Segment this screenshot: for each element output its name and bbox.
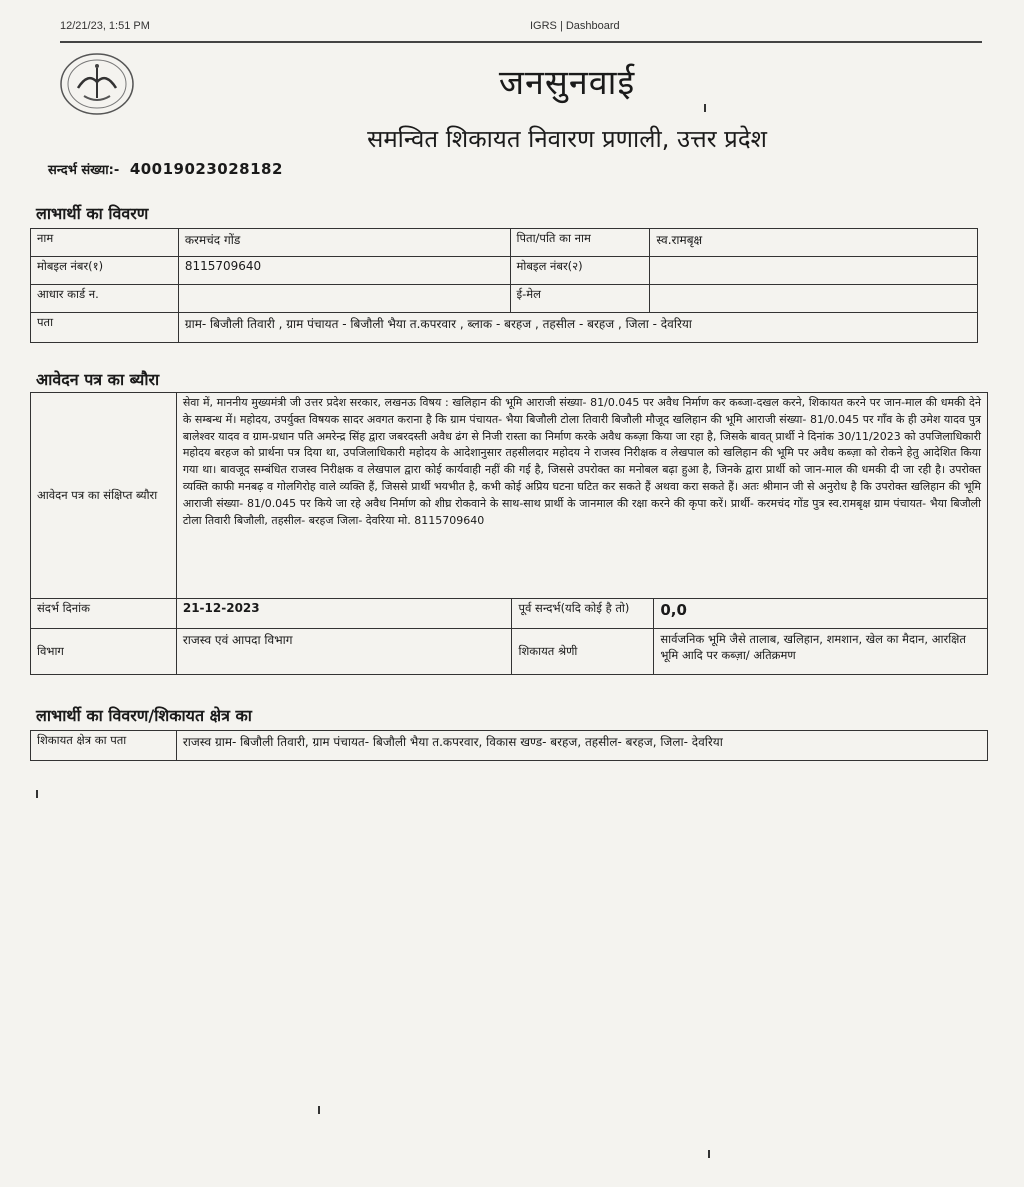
ref-date-value: 21-12-2023	[176, 599, 512, 629]
scan-speck	[704, 104, 706, 112]
mobile1-value: 8115709640	[178, 257, 510, 285]
reference-line	[48, 160, 283, 178]
dept-label: विभाग	[31, 629, 177, 675]
address-label: पता	[31, 313, 179, 343]
application-table	[30, 392, 988, 675]
category-value: सार्वजनिक भूमि जैसे तालाब, खलिहान, शमशान, खेल का मैदान, आरक्षित भूमि आदि पर कब्ज़ा/ अतिक्रमण	[654, 629, 988, 675]
reference-label: सन्दर्भ संख्या:-	[48, 163, 120, 178]
beneficiary-heading: लाभार्थी का विवरण	[36, 204, 149, 223]
print-title: IGRS | Dashboard	[530, 20, 620, 32]
beneficiary-table	[30, 228, 978, 343]
category-label: शिकायत श्रेणी	[512, 629, 654, 675]
address-value: ग्राम- बिजौली तिवारी , ग्राम पंचायत - बिजौली भैया त.कपरवार , ब्लाक - बरहज , तहसील - बरहज , जिला - देवरिया	[178, 313, 977, 343]
application-heading: आवेदन पत्र का ब्यौरा	[36, 370, 160, 389]
prev-ref-value: 0,0	[654, 599, 988, 629]
mobile1-label: मोबइल नंबर(१)	[31, 257, 179, 285]
name-label: नाम	[31, 229, 179, 257]
summary-label: आवेदन पत्र का संक्षिप्त ब्यौरा	[31, 393, 177, 599]
scan-speck	[708, 1150, 710, 1158]
print-header	[60, 20, 984, 40]
email-label: ई-मेल	[510, 285, 650, 313]
header-divider	[60, 41, 982, 43]
father-label: पिता/पति का नाम	[510, 229, 650, 257]
prev-ref-label: पूर्व सन्दर्भ(यदि कोई है तो)	[512, 599, 654, 629]
aadhaar-value	[178, 285, 510, 313]
page-subtitle: समन्वित शिकायत निवारण प्रणाली, उत्तर प्रदेश	[367, 125, 767, 153]
mobile2-label: मोबइल नंबर(२)	[510, 257, 650, 285]
mobile2-value	[650, 257, 978, 285]
print-date: 12/21/23, 1:51 PM	[60, 20, 150, 32]
name-value: करमचंद गोंड	[178, 229, 510, 257]
area-address-value: राजस्व ग्राम- बिजौली तिवारी, ग्राम पंचायत- बिजौली भैया त.कपरवार, विकास खण्ड- बरहज, तहसील- बरहज, जिला- देवरिया	[176, 731, 987, 761]
summary-value: सेवा में, माननीय मुख्यमंत्री जी उत्तर प्रदेश सरकार, लखनऊ विषय : खलिहान की भूमि आराजी संख्या- 81/0.045 पर अवैध निर्माण कर कब्जा-दखल करने, शिकायत करने पर जान-माल की धमकी देने के सम्बन्ध में। महोदय, उपर्युक्त विषयक सादर अवगत कराना है कि ग्राम पंचायत- भैया बिजौली टोला तिवारी बिजौली मौजूद खलिहान की भूमि आराजी संख्या- 81/0.045 पर गाँव के ही उमेश यादव पुत्र बालेश्वर यादव व ग्राम-प्रधान पति अमरेन्द्र सिंह द्वारा जबरदस्ती अवैध ढंग से निजी रास्ता का निर्माण करके अवैध कब्ज़ा किया जा रहा है, जिसके बावत् प्रार्थी ने दिनांक 30/11/2023 को उपजिलाधिकारी महोदय बरहज को प्रार्थना पत्र दिया था, उपजिलाधिकारी महोदय के आदेशानुसार तहसीलदार महोदय ने राजस्व निरीक्षक व लेखपाल को खलिहान की भूमि पर अवैध कब्ज़ा को रोकने हेतु आदेशित किया गया था। बावजूद सम्बंधित राजस्व निरीक्षक व लेखपाल द्वारा कोई कार्यवाही नहीं की गई है, जिससे उपरोक्त का मनोबल बढ़ा हुआ है, जिनके द्वारा प्रार्थी को जान-माल की धमकी दी जा रही है। उपरोक्त व्यक्ति काफी मनबढ़ व गोलगिरोह वाले व्यक्ति हैं, जिससे प्रार्थी भयभीत है, कभी कोई अप्रिय घटना घटित कर सकते हैं अथवा करा सकते हैं। अतः श्रीमान जी से अनुरोध है कि उपरोक्त खलिहान की भूमि आराजी संख्या- 81/0.045 पर किये जा रहे अवैध निर्माण को शीघ्र रोकवाने के साथ-साथ प्रार्थी के जानमाल की रक्षा करने की कृपा करें। प्रार्थी- करमचंद गोंड पुत्र स्व.रामबृक्ष ग्राम पंचायत- भैया बिजौली टोला तिवारी बिजौली, तहसील- बरहज जिला- देवरिया मो. 8115709640	[176, 393, 987, 599]
email-value	[650, 285, 978, 313]
aadhaar-label: आधार कार्ड न.	[31, 285, 179, 313]
area-address-label: शिकायत क्षेत्र का पता	[31, 731, 177, 761]
area-table	[30, 730, 988, 761]
reference-number: 40019023028182	[129, 160, 283, 178]
scan-speck	[36, 790, 38, 798]
father-value: स्व.रामबृक्ष	[650, 229, 978, 257]
page-title: जनसुनवाई	[498, 63, 636, 103]
area-heading: लाभार्थी का विवरण/शिकायत क्षेत्र का	[36, 706, 252, 725]
dept-value: राजस्व एवं आपदा विभाग	[176, 629, 512, 675]
scan-speck	[318, 1106, 320, 1114]
ref-date-label: संदर्भ दिनांक	[31, 599, 177, 629]
